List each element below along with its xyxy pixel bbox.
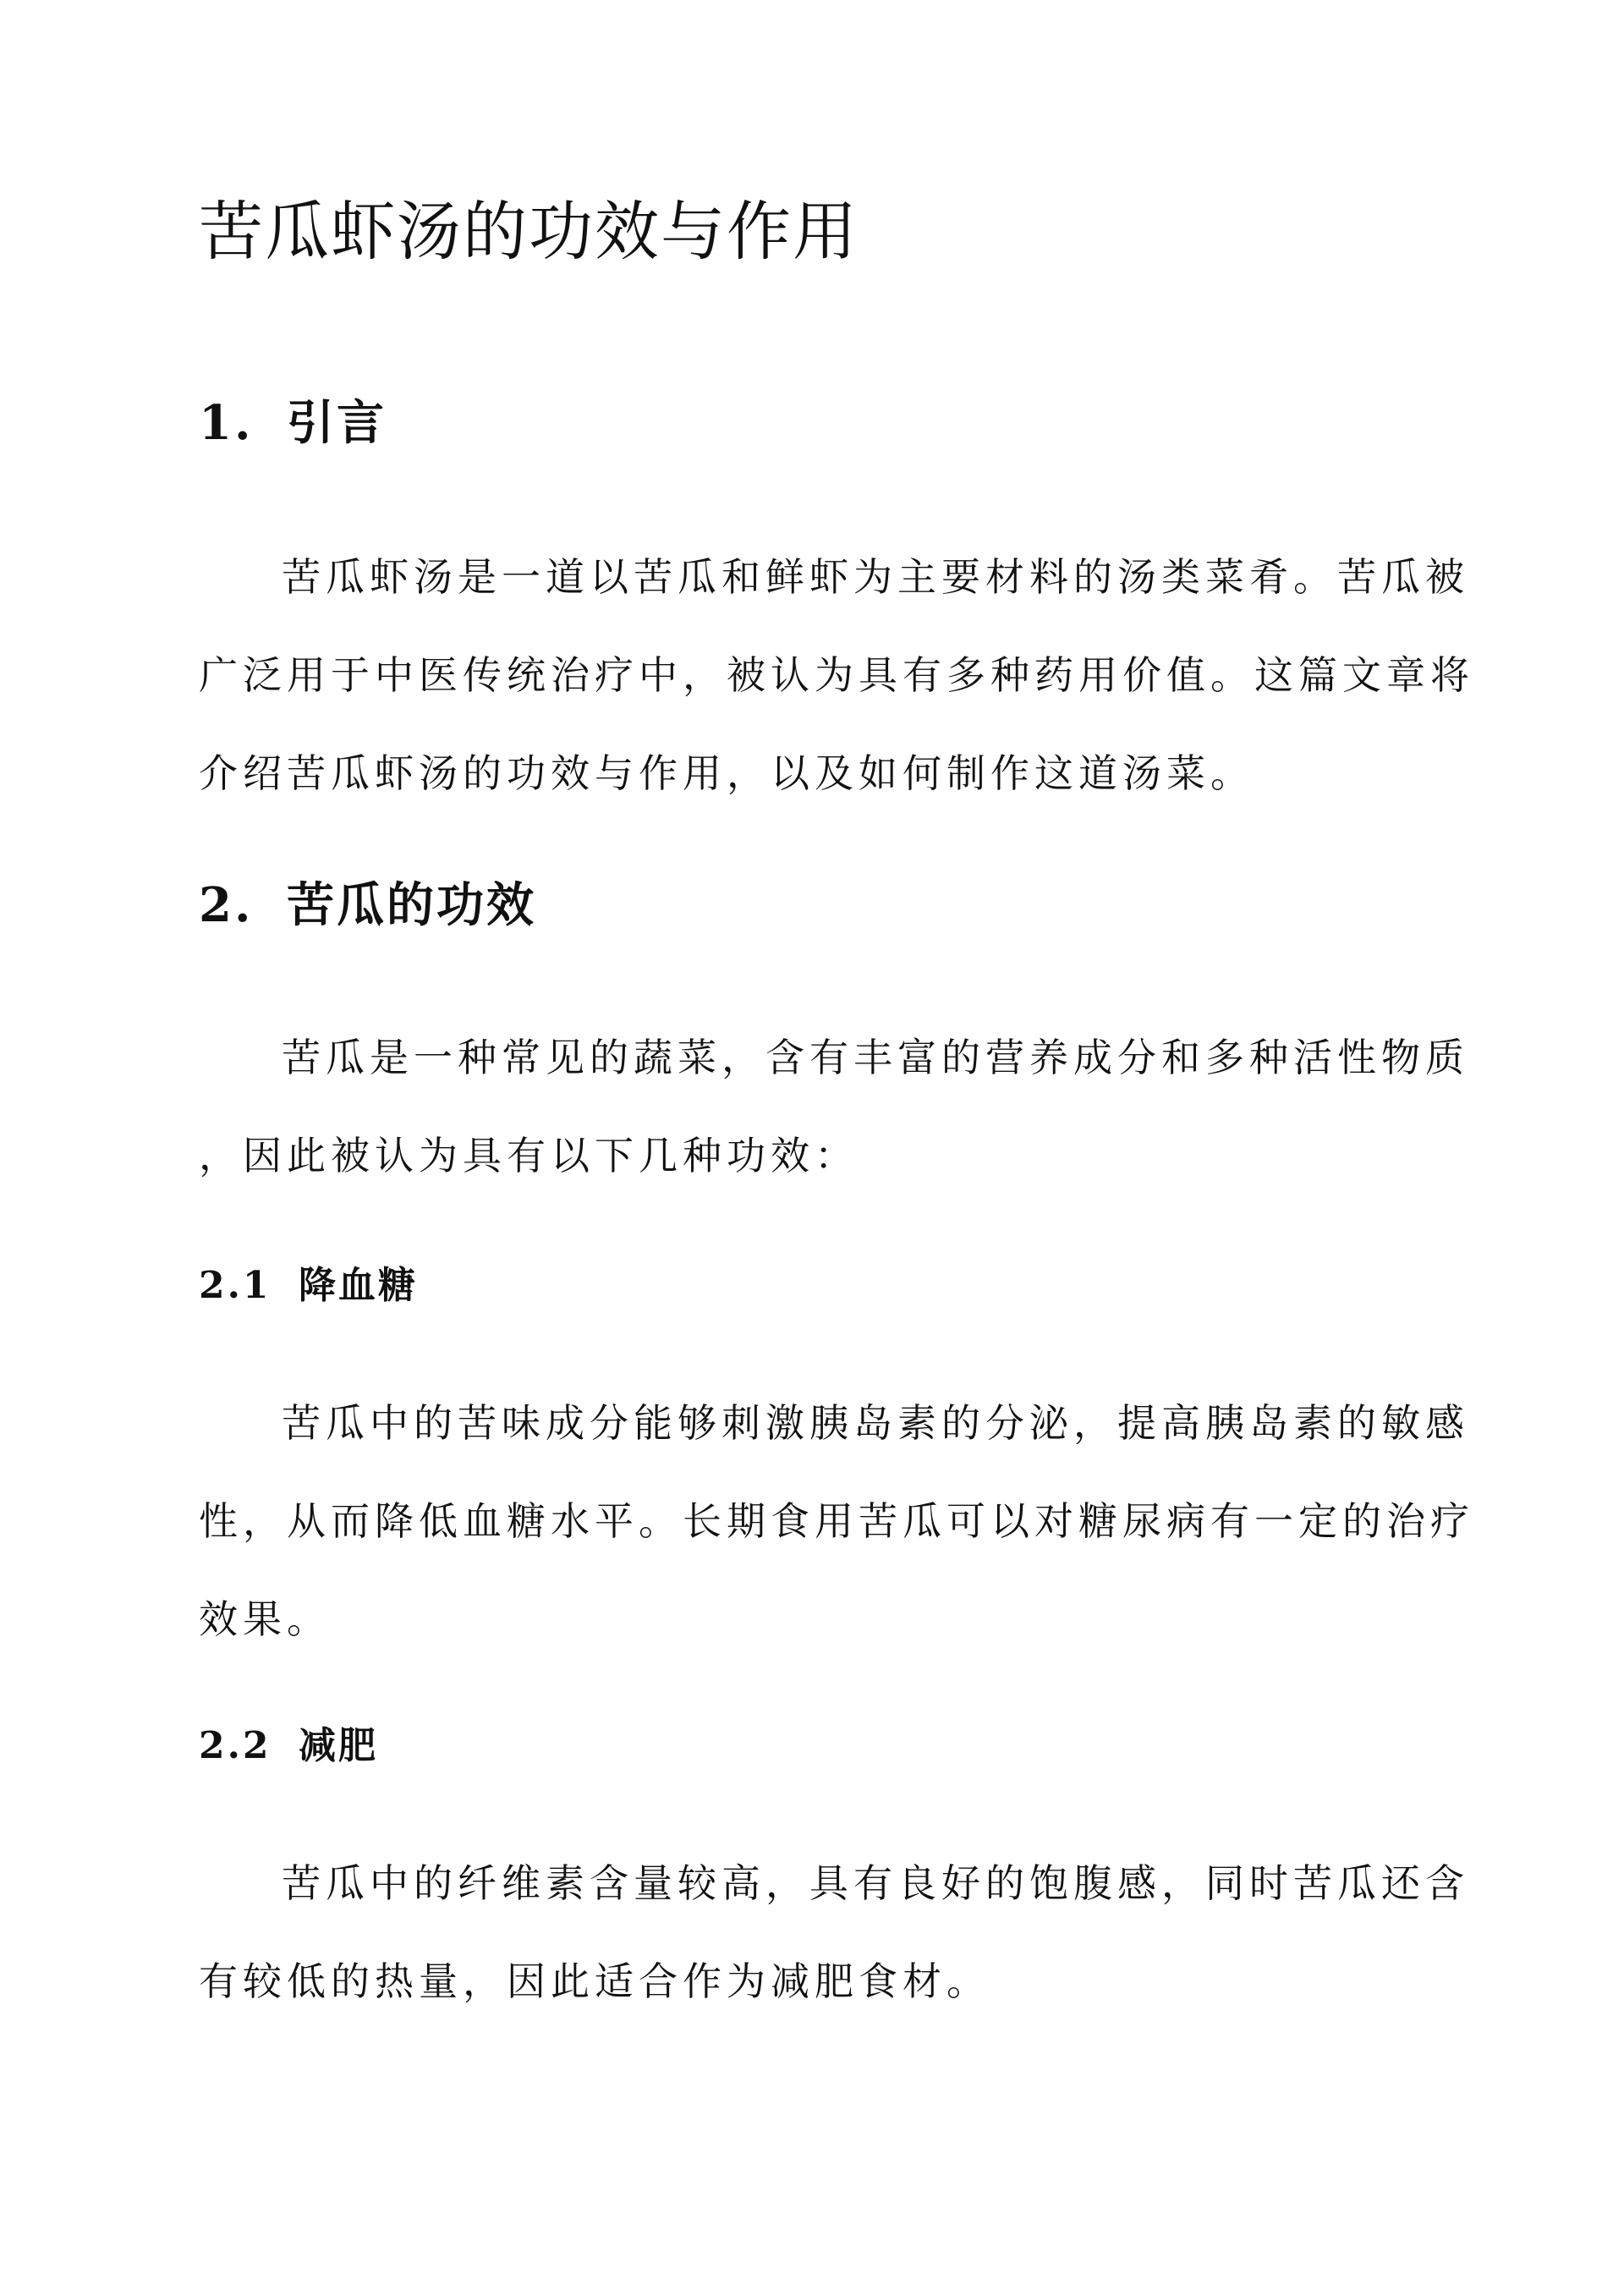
- intro-paragraph: [199, 528, 1474, 822]
- section-heading-intro: [199, 395, 387, 451]
- subsection-title: 减肥: [299, 1724, 378, 1767]
- subsection-heading-blood-sugar: [199, 1266, 418, 1306]
- paragraph-line: ，因此被认为具有以下几种功效：: [199, 1133, 859, 1178]
- benefits-paragraph: [199, 1008, 1469, 1205]
- section-number: 2.: [199, 877, 254, 933]
- paragraph-line: 苦瓜是一种常见的蔬菜，含有丰富的营养成分和多种活性物质: [282, 1035, 1469, 1080]
- section-heading-benefits: [199, 877, 536, 933]
- document-title: 苦瓜虾汤的功效与作用: [199, 194, 859, 269]
- subsection-heading-weight-loss: [199, 1726, 378, 1766]
- paragraph-line: 苦瓜虾汤是一道以苦瓜和鲜虾为主要材料的汤类菜肴。苦瓜被: [282, 554, 1469, 600]
- weight-loss-paragraph: [199, 1834, 1469, 2030]
- section-title: 苦瓜的功效: [287, 877, 536, 933]
- paragraph-line: 效果。: [199, 1596, 331, 1642]
- blood-sugar-paragraph: [199, 1374, 1474, 1668]
- paragraph-line: 有较低的热量，因此适合作为减肥食材。: [199, 1958, 990, 2004]
- paragraph-line: 苦瓜中的纤维素含量较高，具有良好的饱腹感，同时苦瓜还含: [282, 1860, 1469, 1906]
- section-number: 1.: [199, 395, 254, 451]
- paragraph-line: 苦瓜中的苦味成分能够刺激胰岛素的分泌，提高胰岛素的敏感: [282, 1400, 1469, 1446]
- paragraph-line: 性，从而降低血糖水平。长期食用苦瓜可以对糖尿病有一定的治疗: [199, 1498, 1474, 1544]
- paragraph-line: 广泛用于中医传统治疗中，被认为具有多种药用价值。这篇文章将: [199, 652, 1474, 698]
- paragraph-line: 介绍苦瓜虾汤的功效与作用，以及如何制作这道汤菜。: [199, 750, 1254, 796]
- subsection-number: 2.2: [199, 1724, 272, 1767]
- subsection-title: 降血糖: [299, 1264, 418, 1307]
- section-title: 引言: [287, 395, 387, 451]
- subsection-number: 2.1: [199, 1264, 272, 1307]
